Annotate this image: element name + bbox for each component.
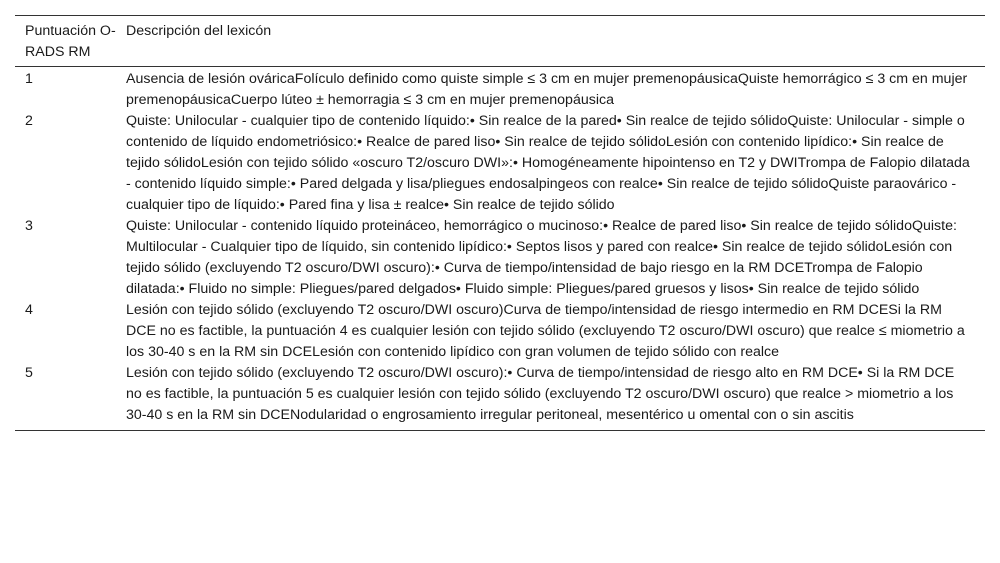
score-cell: 5 <box>25 365 33 381</box>
score-cell: 2 <box>25 113 33 129</box>
o-rads-lexicon-table <box>15 15 985 431</box>
header-score: Puntuación O-RADS RM <box>25 23 116 60</box>
description-cell: Quiste: Unilocular - contenido líquido proteináceo, hemorrágico o mucinoso:• Realce de pared liso• Sin realce de tejido sólidoQuiste: Multilocular - Cualquier tipo de líquido, sin contenido lipídico:• Septos lisos y pared con realce• Sin realce de tejido sólidoLesión con tejido sólido (excluyendo T2 oscuro/DWI oscuro):• Curva de tiempo/intensidad de bajo riesgo en la RM DCETrompa de Falopio dilatada:• Fluido no simple: Pliegues/pared delgados• Fluido simple: Pliegues/pared gruesos y lisos• Sin realce de tejido sólido <box>126 218 957 297</box>
score-cell: 3 <box>25 218 33 234</box>
description-cell: Ausencia de lesión ováricaFolículo definido como quiste simple ≤ 3 cm en mujer premenopáusicaQuiste hemorrágico ≤ 3 cm en mujer premenopáusicaCuerpo lúteo ± hemorragia ≤ 3 cm en mujer premenopáusica <box>126 71 968 108</box>
score-cell: 4 <box>25 302 33 318</box>
o-rads-table-container <box>15 15 985 431</box>
table-body <box>15 67 985 431</box>
score-cell: 1 <box>25 71 33 87</box>
description-cell: Lesión con tejido sólido (excluyendo T2 oscuro/DWI oscuro):• Curva de tiempo/intensidad de riesgo alto en RM DCE• Si la RM DCE no es factible, la puntuación 5 es cualquier lesión con tejido sólido (excluyendo T2 oscuro/DWI oscuro) que realce > miometrio a los 30-40 s en la RM sin DCENodularidad o engrosamiento irregular peritoneal, mesentérico u omental con o sin ascitis <box>126 365 955 423</box>
table-row <box>15 67 985 112</box>
table-row <box>15 300 985 363</box>
table-row <box>15 111 985 216</box>
header-description: Descripción del lexicón <box>126 23 272 39</box>
table-header <box>15 16 985 67</box>
description-cell: Lesión con tejido sólido (excluyendo T2 oscuro/DWI oscuro)Curva de tiempo/intensidad de riesgo intermedio en RM DCESi la RM DCE no es factible, la puntuación 4 es cualquier lesión con tejido sólido (excluyendo T2 oscuro/DWI oscuro) que realce ≤ miometrio a los 30-40 s en la RM sin DCELesión con contenido lipídico con gran volumen de tejido sólido con realce <box>126 302 965 360</box>
description-cell: Quiste: Unilocular - cualquier tipo de contenido líquido:• Sin realce de la pared• Sin realce de tejido sólidoQuiste: Unilocular - simple o contenido de líquido endometriósico:• Realce de pared liso• Sin realce de tejido sólidoLesión con contenido lipídico:• Sin realce de tejido sólidoLesión con tejido sólido «oscuro T2/oscuro DWI»:• Homogéneamente hipointenso en T2 y DWITrompa de Falopio dilatada - contenido líquido simple:• Pared delgada y lisa/pliegues endosalpingeos con realce• Sin realce de tejido sólidoQuiste paraovárico - cualquier tipo de líquido:• Pared fina y lisa ± realce• Sin realce de tejido sólido <box>126 113 970 213</box>
header-row <box>15 16 985 67</box>
table-row <box>15 363 985 431</box>
table-row <box>15 216 985 300</box>
